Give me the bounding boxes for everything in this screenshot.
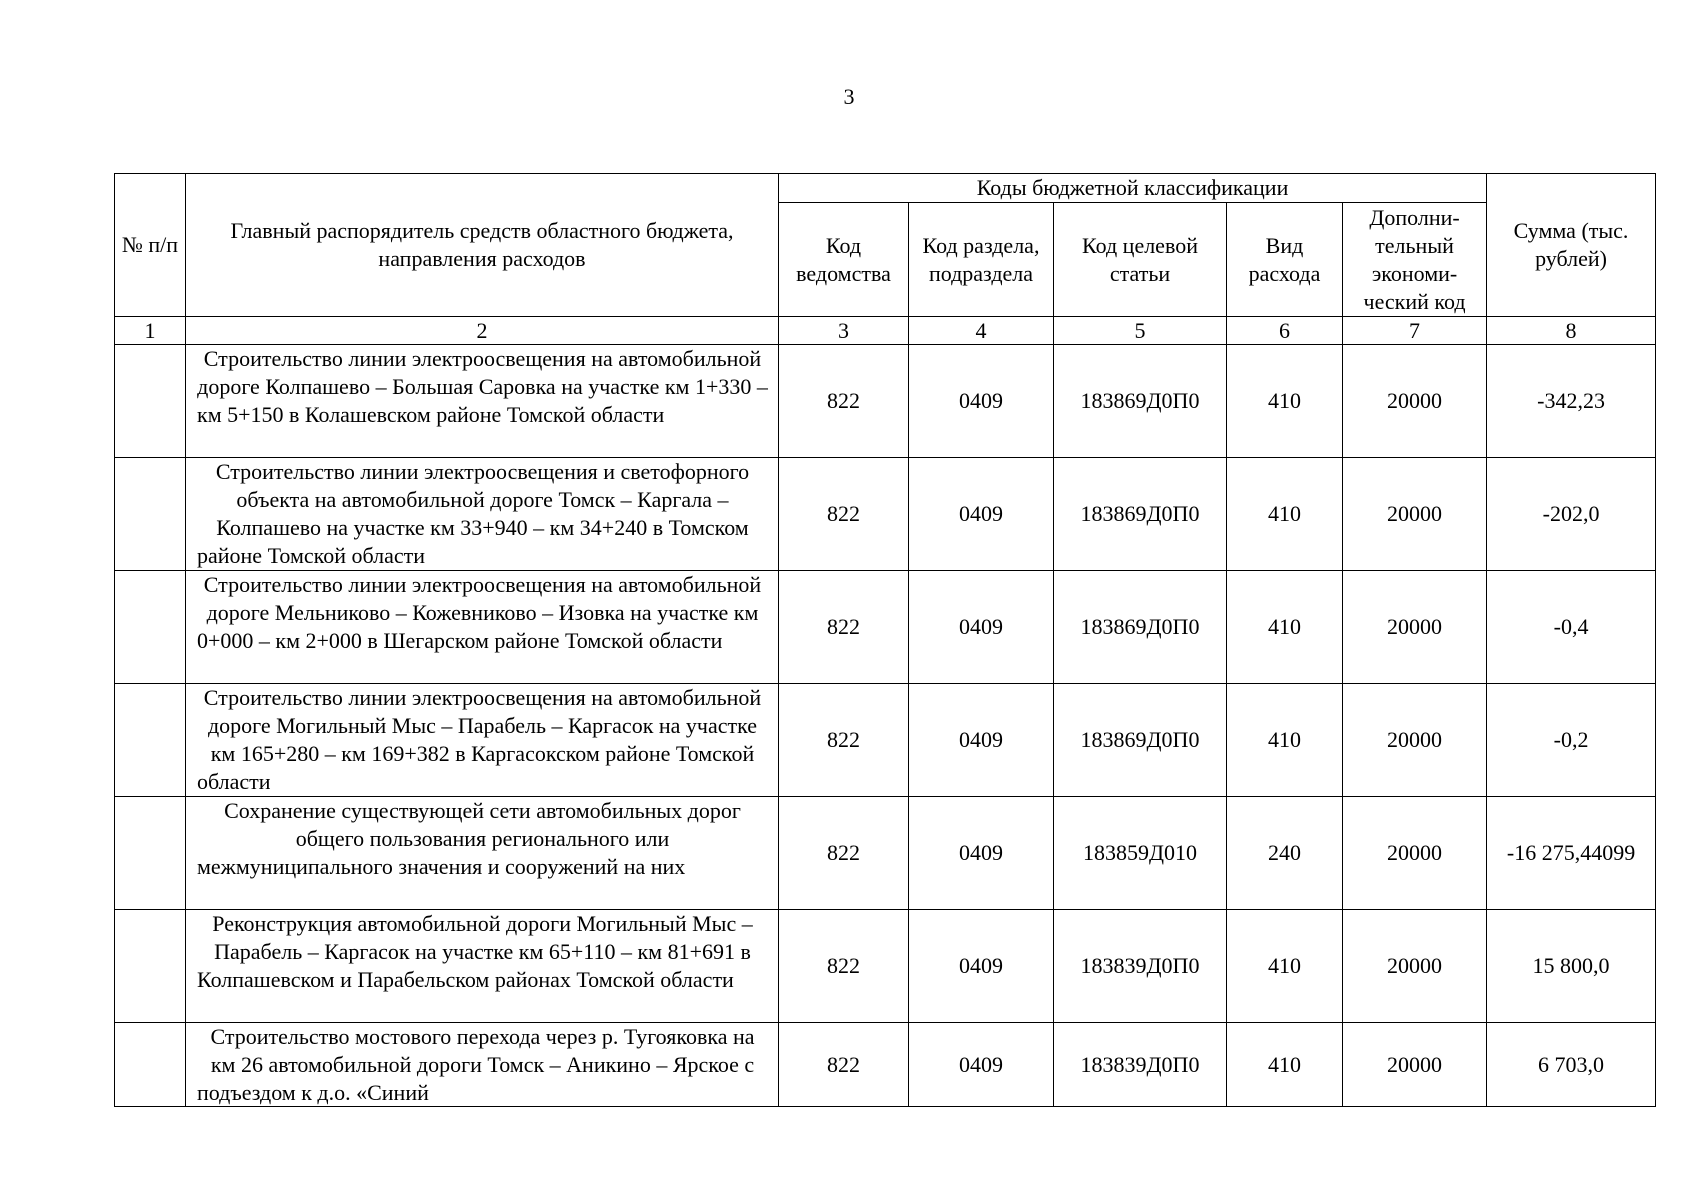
table-row	[115, 458, 1656, 571]
row-number	[115, 910, 186, 1023]
cell-expense-type: 410	[1227, 1023, 1343, 1107]
row-number	[115, 458, 186, 571]
cell-target-code: 183839Д0П0	[1054, 910, 1227, 1023]
cell-expense-type: 240	[1227, 797, 1343, 910]
cell-target-code: 183869Д0П0	[1054, 345, 1227, 458]
cell-target-code: 183869Д0П0	[1054, 458, 1227, 571]
row-number	[115, 797, 186, 910]
budget-table	[114, 173, 1656, 1107]
cell-amount: -0,2	[1487, 684, 1656, 797]
column-number-row	[115, 317, 1656, 345]
cell-dept-code: 822	[779, 458, 909, 571]
column-number: 2	[186, 317, 779, 345]
header-budget-codes: Коды бюджетной классификации	[779, 174, 1487, 203]
cell-extra-code: 20000	[1343, 797, 1487, 910]
column-number: 6	[1227, 317, 1343, 345]
cell-target-code: 183859Д010	[1054, 797, 1227, 910]
row-number	[115, 684, 186, 797]
header-amount: Сумма (тыс. рублей)	[1487, 174, 1656, 317]
cell-expense-type: 410	[1227, 345, 1343, 458]
cell-amount: -342,23	[1487, 345, 1656, 458]
column-number: 4	[909, 317, 1054, 345]
header-code-dept: Код ведомства	[779, 203, 909, 317]
cell-expense-type: 410	[1227, 910, 1343, 1023]
cell-section-code: 0409	[909, 345, 1054, 458]
cell-extra-code: 20000	[1343, 910, 1487, 1023]
column-number: 1	[115, 317, 186, 345]
cell-section-code: 0409	[909, 797, 1054, 910]
header-expense-type: Вид расхода	[1227, 203, 1343, 317]
cell-expense-type: 410	[1227, 458, 1343, 571]
row-number	[115, 1023, 186, 1107]
cell-dept-code: 822	[779, 571, 909, 684]
cell-dept-code: 822	[779, 1023, 909, 1107]
cell-amount: 15 800,0	[1487, 910, 1656, 1023]
header-code-section: Код раздела, подраздела	[909, 203, 1054, 317]
cell-amount: 6 703,0	[1487, 1023, 1656, 1107]
column-number: 5	[1054, 317, 1227, 345]
column-number: 8	[1487, 317, 1656, 345]
cell-amount: -202,0	[1487, 458, 1656, 571]
cell-amount: -0,4	[1487, 571, 1656, 684]
cell-section-code: 0409	[909, 1023, 1054, 1107]
cell-section-code: 0409	[909, 684, 1054, 797]
header-desc: Главный распорядитель средств областного бюджета, направления расходов	[186, 174, 779, 317]
row-description: Строительство линии электроосвещения на автомобильной дороге Колпашево – Большая Саровка на участке км 1+330 – км 5+150 в Колашевском районе Томской области	[186, 345, 779, 458]
row-description: Строительство линии электроосвещения на автомобильной дороге Мельниково – Кожевниково – Изовка на участке км 0+000 – км 2+000 в Шегарском районе Томской области	[186, 571, 779, 684]
cell-extra-code: 20000	[1343, 458, 1487, 571]
row-description	[186, 1023, 779, 1107]
row-number	[115, 345, 186, 458]
header-extra-code: Дополни-тельный экономи-ческий код	[1343, 203, 1487, 317]
table-row	[115, 345, 1656, 458]
header-code-target: Код целевой статьи	[1054, 203, 1227, 317]
cell-extra-code: 20000	[1343, 684, 1487, 797]
row-description: Строительство линии электроосвещения и светофорного объекта на автомобильной дороге Томск – Каргала – Колпашево на участке км 33+940 – км 34+240 в Томском районе Томской области	[186, 458, 779, 571]
row-number	[115, 571, 186, 684]
table-row	[115, 1023, 1656, 1107]
column-number: 3	[779, 317, 909, 345]
header-num: № п/п	[115, 174, 186, 317]
table-row	[115, 797, 1656, 910]
cell-dept-code: 822	[779, 684, 909, 797]
cell-extra-code: 20000	[1343, 1023, 1487, 1107]
cell-dept-code: 822	[779, 797, 909, 910]
cell-amount: -16 275,44099	[1487, 797, 1656, 910]
cell-dept-code: 822	[779, 910, 909, 1023]
cell-extra-code: 20000	[1343, 345, 1487, 458]
cell-dept-code: 822	[779, 345, 909, 458]
cell-target-code: 183869Д0П0	[1054, 684, 1227, 797]
cell-expense-type: 410	[1227, 684, 1343, 797]
cell-target-code: 183869Д0П0	[1054, 571, 1227, 684]
header-row	[115, 174, 1656, 203]
cell-expense-type: 410	[1227, 571, 1343, 684]
cell-target-code: 183839Д0П0	[1054, 1023, 1227, 1107]
row-description: Строительство линии электроосвещения на автомобильной дороге Могильный Мыс – Парабель – Каргасок на участке км 165+280 – км 169+382 в Каргасокском районе Томской области	[186, 684, 779, 797]
table-row	[115, 684, 1656, 797]
cell-section-code: 0409	[909, 910, 1054, 1023]
cell-section-code: 0409	[909, 571, 1054, 684]
row-description: Реконструкция автомобильной дороги Могильный Мыс – Парабель – Каргасок на участке км 65+110 – км 81+691 в Колпашевском и Парабельском районах Томской области	[186, 910, 779, 1023]
cell-extra-code: 20000	[1343, 571, 1487, 684]
row-description-text: Строительство мостового перехода через р. Тугояковка на км 26 автомобильной дороги Томск – Аникино – Ярское с подъездом к д.о. «Синий	[197, 1024, 755, 1105]
row-description: Сохранение существующей сети автомобильных дорог общего пользования регионального или межмуниципального значения и сооружений на них	[186, 797, 779, 910]
cell-section-code: 0409	[909, 458, 1054, 571]
column-number: 7	[1343, 317, 1487, 345]
page-number: 3	[843, 84, 855, 109]
table-row	[115, 910, 1656, 1023]
table-row	[115, 571, 1656, 684]
